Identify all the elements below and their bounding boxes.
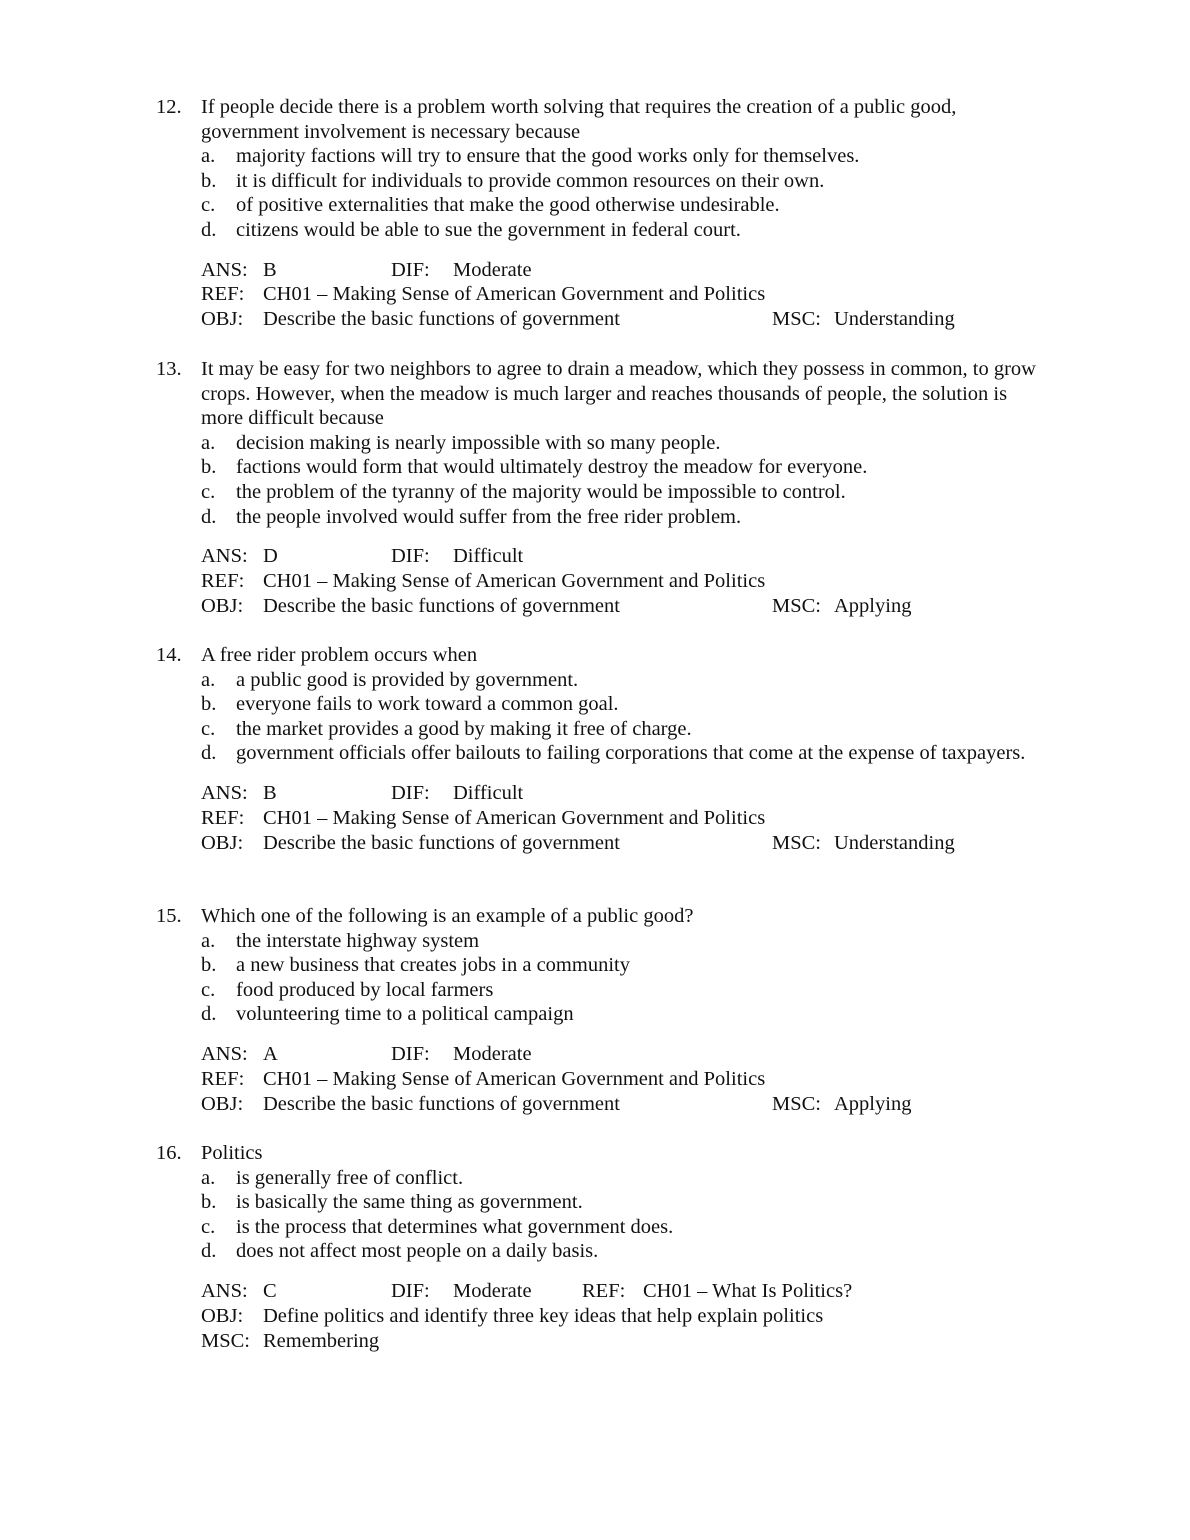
obj-value: Define politics and identify three key ideas that help explain politics — [263, 1304, 824, 1327]
ref-row — [201, 806, 1036, 831]
question-stem-row — [156, 357, 1036, 431]
choice-text: majority factions will try to ensure that the good works only for themselves. — [236, 145, 860, 168]
choice-d — [156, 1002, 1036, 1027]
choice-letter: b. — [201, 169, 217, 192]
ref-value: CH01 – What Is Politics? — [643, 1279, 853, 1302]
choice-letter: d. — [201, 1003, 217, 1026]
msc-row — [201, 1329, 1036, 1354]
choice-text: factions would form that would ultimately destroy the meadow for everyone. — [236, 456, 868, 479]
obj-value: Describe the basic functions of government — [263, 308, 620, 331]
ans-dif-row — [201, 258, 1036, 283]
msc-label: MSC: — [201, 1329, 250, 1352]
ref-label: REF: — [201, 569, 245, 592]
ref-label: REF: — [201, 806, 245, 829]
ref-label: REF: — [201, 1067, 245, 1090]
ref-value: CH01 – Making Sense of American Government and Politics — [263, 1067, 766, 1090]
obj-row — [201, 1304, 1036, 1329]
answer-metadata — [156, 544, 1036, 618]
question-16 — [156, 1141, 1036, 1353]
obj-label: OBJ: — [201, 831, 244, 854]
choice-b — [156, 953, 1036, 978]
msc-label: MSC: — [772, 308, 821, 331]
choice-c — [156, 717, 1036, 742]
ref-row — [201, 1067, 1036, 1092]
ans-value: B — [263, 258, 277, 281]
obj-msc-row — [201, 1092, 1036, 1117]
ref-row — [201, 569, 1036, 594]
question-stem: If people decide there is a problem worth solving that requires the creation of a public good, government involvement is necessary because — [201, 96, 957, 143]
msc-label: MSC: — [772, 594, 821, 617]
question-number: 16. — [156, 1142, 182, 1164]
ans-label: ANS: — [201, 781, 248, 804]
question-number: 15. — [156, 905, 182, 927]
choice-text: of positive externalities that make the good otherwise undesirable. — [236, 194, 780, 217]
choice-letter: b. — [201, 456, 217, 479]
question-stem-row — [156, 904, 1036, 929]
ref-value: CH01 – Making Sense of American Government and Politics — [263, 569, 766, 592]
msc-value: Applying — [834, 1092, 912, 1115]
choice-letter: a. — [201, 929, 216, 952]
question-14 — [156, 643, 1036, 855]
dif-label: DIF: — [391, 1042, 430, 1065]
msc-label: MSC: — [772, 831, 821, 854]
choice-text: is basically the same thing as government. — [236, 1191, 583, 1214]
msc-value: Understanding — [834, 831, 955, 854]
answer-metadata — [156, 1042, 1036, 1116]
choice-letter: d. — [201, 218, 217, 241]
ans-label: ANS: — [201, 1279, 248, 1302]
ref-label: REF: — [582, 1279, 626, 1302]
ans-value: C — [263, 1279, 277, 1302]
choice-letter: b. — [201, 693, 217, 716]
question-stem: A free rider problem occurs when — [201, 644, 478, 666]
choice-text: the problem of the tyranny of the majority would be impossible to control. — [236, 480, 846, 503]
choice-text: is generally free of conflict. — [236, 1166, 464, 1189]
choice-c — [156, 1215, 1036, 1240]
choice-b — [156, 455, 1036, 480]
choice-letter: a. — [201, 431, 216, 454]
choice-text: the people involved would suffer from the free rider problem. — [236, 505, 742, 528]
obj-value: Describe the basic functions of government — [263, 594, 620, 617]
dif-label: DIF: — [391, 258, 430, 281]
question-stem-row — [156, 95, 1036, 144]
choice-letter: c. — [201, 978, 216, 1001]
ans-dif-row — [201, 544, 1036, 569]
choice-text: a public good is provided by government. — [236, 668, 579, 691]
choice-letter: d. — [201, 505, 217, 528]
msc-value: Remembering — [263, 1329, 380, 1352]
dif-value: Difficult — [453, 545, 524, 568]
choice-b — [156, 692, 1036, 717]
obj-msc-row — [201, 594, 1036, 619]
choice-c — [156, 193, 1036, 218]
question-number: 14. — [156, 644, 182, 666]
question-stem: It may be easy for two neighbors to agree to drain a meadow, which they possess in common, to grow crops. However, when the meadow is much larger and reaches thousands of people, the solution is more difficult because — [201, 358, 1036, 430]
dif-value: Moderate — [453, 1042, 532, 1065]
ans-value: D — [263, 545, 278, 568]
ref-row — [201, 282, 1036, 307]
choice-text: citizens would be able to sue the government in federal court. — [236, 218, 741, 241]
choice-letter: a. — [201, 145, 216, 168]
choice-letter: a. — [201, 1166, 216, 1189]
dif-label: DIF: — [391, 545, 430, 568]
obj-label: OBJ: — [201, 1304, 244, 1327]
choice-a — [156, 668, 1036, 693]
choice-b — [156, 1190, 1036, 1215]
answer-metadata — [156, 781, 1036, 855]
dif-value: Difficult — [453, 781, 524, 804]
choice-d — [156, 741, 1036, 766]
choice-d — [156, 1239, 1036, 1264]
dif-value: Moderate — [453, 258, 532, 281]
ref-value: CH01 – Making Sense of American Government and Politics — [263, 806, 766, 829]
msc-value: Understanding — [834, 308, 955, 331]
choice-letter: c. — [201, 1215, 216, 1238]
question-13 — [156, 357, 1036, 619]
obj-msc-row — [201, 307, 1036, 332]
choice-a — [156, 431, 1036, 456]
answer-metadata — [156, 1279, 1036, 1353]
question-stem: Politics — [201, 1142, 263, 1164]
choice-text: is the process that determines what government does. — [236, 1215, 674, 1238]
choice-text: a new business that creates jobs in a community — [236, 954, 630, 977]
choice-text: it is difficult for individuals to provide common resources on their own. — [236, 169, 825, 192]
choice-c — [156, 978, 1036, 1003]
dif-label: DIF: — [391, 781, 430, 804]
obj-label: OBJ: — [201, 1092, 244, 1115]
choice-text: everyone fails to work toward a common goal. — [236, 693, 619, 716]
question-12 — [156, 95, 1036, 332]
ans-label: ANS: — [201, 1042, 248, 1065]
choice-text: volunteering time to a political campaign — [236, 1003, 574, 1026]
obj-value: Describe the basic functions of government — [263, 831, 620, 854]
msc-value: Applying — [834, 594, 912, 617]
msc-label: MSC: — [772, 1092, 821, 1115]
choice-letter: c. — [201, 717, 216, 740]
choice-letter: d. — [201, 1240, 217, 1263]
ans-dif-ref-row — [201, 1279, 1036, 1304]
ans-label: ANS: — [201, 258, 248, 281]
choice-a — [156, 929, 1036, 954]
dif-value: Moderate — [453, 1279, 532, 1302]
dif-label: DIF: — [391, 1279, 430, 1302]
ans-value: B — [263, 781, 277, 804]
choice-letter: b. — [201, 954, 217, 977]
ans-dif-row — [201, 1042, 1036, 1067]
choice-letter: c. — [201, 194, 216, 217]
choice-text: government officials offer bailouts to failing corporations that come at the expense of taxpayers. — [236, 742, 1026, 765]
choice-text: decision making is nearly impossible with so many people. — [236, 431, 721, 454]
obj-label: OBJ: — [201, 594, 244, 617]
ref-label: REF: — [201, 283, 245, 306]
choice-d — [156, 505, 1036, 530]
question-number: 12. — [156, 96, 182, 118]
question-15 — [156, 904, 1036, 1116]
question-stem-row — [156, 1141, 1036, 1166]
choice-letter: d. — [201, 742, 217, 765]
choice-d — [156, 218, 1036, 243]
ans-dif-row — [201, 781, 1036, 806]
ref-value: CH01 – Making Sense of American Government and Politics — [263, 283, 766, 306]
obj-value: Describe the basic functions of government — [263, 1092, 620, 1115]
choice-letter: a. — [201, 668, 216, 691]
obj-msc-row — [201, 831, 1036, 856]
question-stem: Which one of the following is an example of a public good? — [201, 905, 694, 927]
question-stem-row — [156, 643, 1036, 668]
ans-label: ANS: — [201, 545, 248, 568]
ans-value: A — [263, 1042, 278, 1065]
choice-text: does not affect most people on a daily basis. — [236, 1240, 599, 1263]
choice-letter: b. — [201, 1191, 217, 1214]
choice-letter: c. — [201, 480, 216, 503]
choice-a — [156, 1166, 1036, 1191]
obj-label: OBJ: — [201, 308, 244, 331]
question-number: 13. — [156, 358, 182, 380]
choice-b — [156, 169, 1036, 194]
answer-metadata — [156, 258, 1036, 332]
choice-text: food produced by local farmers — [236, 978, 494, 1001]
choice-text: the market provides a good by making it free of charge. — [236, 717, 692, 740]
choice-c — [156, 480, 1036, 505]
choice-a — [156, 144, 1036, 169]
choice-text: the interstate highway system — [236, 929, 480, 952]
